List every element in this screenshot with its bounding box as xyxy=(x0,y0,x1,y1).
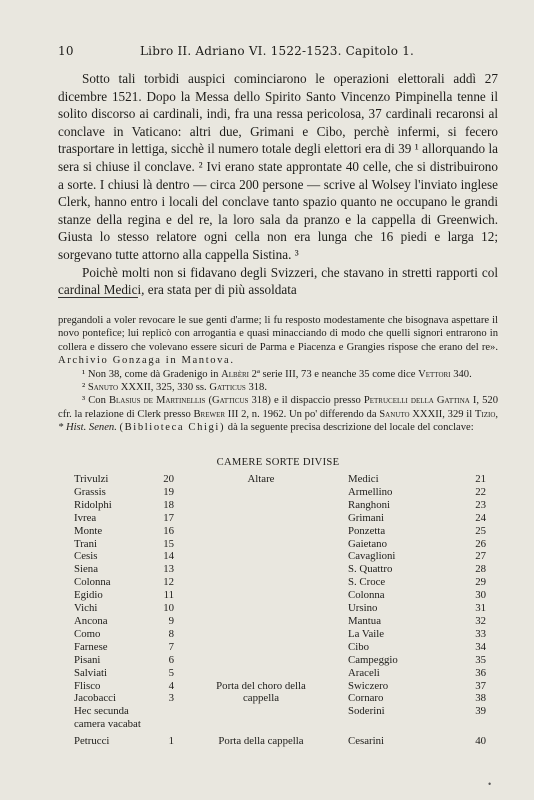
cell-middle: cappella xyxy=(243,692,279,705)
table-row xyxy=(74,680,494,693)
cell-left-name: Monte xyxy=(74,524,103,537)
cell-middle: Porta della cappella xyxy=(218,735,304,748)
paragraph: Sotto tali torbidi auspici cominciarono le operazioni elettorali addì 27 dicembre 1521. Dopo la Messa dello Spirito Santo Vincenzo Pimpinella tenne il solito discorso ai cardinali, indi, fra una ressa pericolosa, 37 cardinali recaronsi al conclave in Vaticano: altri due, Grimani e Cibo, perchè infermi, si fecero trasportare in lettiga, sicchè il numero totale degli elettori era di 39 ¹ allorquando la sera si chiuse il conclave. ² Ivi erano state approntate 40 celle, che si distribuirono a sorte. I chiusi là dentro — circa 200 persone — scrive al Wolsey l'inviato inglese Clerk, hanno entro i locali del conclave tanto spazio quanto ne occupano le grandi stanze della regina e del re, la loro sala da pranzo e la cappella di Greenwich. Giusta lo stesso relatore ogni cella non era lunga che 16 piedi e larga 12; sorgevano tutte attorno alla cappella Sistina. ³ xyxy=(58,71,498,262)
cell-right-number: 33 xyxy=(475,627,486,640)
cell-middle: Altare xyxy=(247,473,275,485)
cell-left-number: 12 xyxy=(163,576,174,589)
cell-left-name: Ivrea xyxy=(74,511,97,524)
cell-left-name: Colonna xyxy=(74,576,111,589)
cell-right-name: Colonna xyxy=(348,589,385,602)
cell-right-name: Swiczero xyxy=(348,679,389,692)
cell-left-name: Cesis xyxy=(74,550,98,563)
page-number: 10 xyxy=(58,44,74,58)
cell-right-number: 25 xyxy=(475,524,486,537)
table-row xyxy=(74,628,494,641)
cell-left-name: Pisani xyxy=(74,653,101,666)
cell-right-name: Grimani xyxy=(348,511,384,524)
cell-left-number: 7 xyxy=(168,640,174,653)
cell-right-name: Ranghoni xyxy=(348,498,390,511)
table-row xyxy=(74,473,494,486)
cell-right-name: La Vaile xyxy=(348,627,385,640)
cell-left-number: 13 xyxy=(163,563,174,576)
table-row xyxy=(74,563,494,576)
table-row xyxy=(74,705,494,731)
table-row xyxy=(74,576,494,589)
cell-right-number: 27 xyxy=(475,550,486,563)
footnote-1: ¹ Non 38, come dà Gradenigo in Albèri 2ª serie III, 73 e neanche 35 come dice Vettori 340. xyxy=(82,368,472,380)
cell-left-number: 19 xyxy=(163,485,174,498)
cell-right-number: 24 xyxy=(475,511,486,524)
table-row xyxy=(74,550,494,563)
footnotes xyxy=(58,314,498,435)
cell-left-number: 18 xyxy=(163,498,174,511)
cell-right-name: Gaietano xyxy=(348,537,387,550)
cell-left-name: Grassis xyxy=(74,485,106,498)
cell-left-name: Petrucci xyxy=(74,735,110,748)
cell-right-name: Medici xyxy=(348,473,379,485)
table-row xyxy=(74,538,494,551)
cell-right-number: 31 xyxy=(475,602,486,615)
cell-left-name: Jacobacci xyxy=(74,692,116,705)
table-row xyxy=(74,654,494,667)
main-text xyxy=(58,70,498,299)
cell-left-number: 4 xyxy=(168,679,174,692)
cell-left-number: 20 xyxy=(163,473,174,485)
cell-right-number: 36 xyxy=(475,666,486,679)
cell-left-name: Vichi xyxy=(74,602,98,615)
cell-right-number: 38 xyxy=(475,692,486,705)
cell-left-number: 17 xyxy=(163,511,174,524)
table-row xyxy=(74,735,494,748)
cell-right-number: 39 xyxy=(475,705,486,718)
cell-left-name: Farnese xyxy=(74,640,108,653)
cell-left-name: Flisco xyxy=(74,679,101,692)
cell-right-number: 28 xyxy=(475,563,486,576)
cell-right-number: 21 xyxy=(475,473,486,485)
cell-right-number: 35 xyxy=(475,653,486,666)
table-row xyxy=(74,525,494,538)
cell-left-number: 6 xyxy=(168,653,174,666)
cell-right-number: 29 xyxy=(475,576,486,589)
cell-right-name: Araceli xyxy=(348,666,380,679)
table-row xyxy=(74,641,494,654)
running-title: Libro II. Adriano VI. 1522-1523. Capitolo 1. xyxy=(140,44,415,58)
cell-left-number: 10 xyxy=(163,602,174,615)
cell-left-name: Siena xyxy=(74,563,98,576)
cell-left-number: 5 xyxy=(168,666,174,679)
paragraph: Poichè molti non si fidavano degli Svizzeri, che stavano in stretti rapporti col cardinal Medici, era stata per di più assoldata xyxy=(58,264,498,298)
cell-left-name: Hec secunda camera vacabat xyxy=(74,705,141,731)
footnote-3: ³ Con Blasius de Martinellis (Gatticus 318) e il dispaccio presso Petrucelli della Gattina I, 520 cfr. la relazione di Clerk presso Brewer III 2, n. 1962. Un po' differendo da Sanuto XXXII, 329 il Tizio, * Hist. Senen. (Biblioteca Chigi) dà la seguente precisa descrizione del locale del conclave: xyxy=(58,395,499,434)
cell-right-name: Cesarini xyxy=(348,735,384,748)
cell-left-name: Salviati xyxy=(74,666,107,679)
cell-right-name: Ponzetta xyxy=(348,524,386,537)
cell-left-number: 11 xyxy=(163,589,174,602)
cell-right-number: 30 xyxy=(475,589,486,602)
cell-left-number: 8 xyxy=(168,627,174,640)
cell-right-number: 26 xyxy=(475,537,486,550)
footnote-rule xyxy=(58,297,138,298)
cell-right-name: Cavaglioni xyxy=(348,550,396,563)
cell-right-name: S. Croce xyxy=(348,576,386,589)
table-row xyxy=(74,692,494,705)
table-row xyxy=(74,499,494,512)
cell-right-number: 34 xyxy=(475,640,486,653)
cell-right-name: Cibo xyxy=(348,640,369,653)
cell-left-name: Ancona xyxy=(74,614,108,627)
table-title: CAMERE SORTE DIVISE xyxy=(216,457,340,468)
cell-right-name: Armellino xyxy=(348,485,393,498)
cell-middle: Porta del choro della xyxy=(216,679,306,692)
cell-left-number: 16 xyxy=(163,524,174,537)
table-row xyxy=(74,667,494,680)
cell-right-name: Mantua xyxy=(348,614,381,627)
cell-right-number: 23 xyxy=(475,498,486,511)
cell-left-name: Como xyxy=(74,627,101,640)
cell-right-number: 37 xyxy=(475,679,486,692)
cell-right-number: 40 xyxy=(475,735,486,748)
cell-right-name: Cornaro xyxy=(348,692,384,705)
cell-left-name: Ridolphi xyxy=(74,498,112,511)
cell-right-name: Campeggio xyxy=(348,653,398,666)
table-row xyxy=(74,615,494,628)
cells-table xyxy=(74,473,494,748)
table-row xyxy=(74,486,494,499)
cell-right-name: Soderini xyxy=(348,705,385,718)
cell-left-number: 9 xyxy=(168,614,174,627)
cell-left-number: 1 xyxy=(168,735,174,748)
cell-left-name: Trivulzi xyxy=(74,473,109,485)
cell-right-name: S. Quattro xyxy=(348,563,393,576)
archive-reference: Archivio Gonzaga in Mantova. xyxy=(58,355,235,367)
cell-left-number: 15 xyxy=(163,537,174,550)
footnote-2: ² Sanuto XXXII, 325, 330 ss. Gatticus 318. xyxy=(82,382,267,394)
table-row xyxy=(74,602,494,615)
cell-left-name: Egidio xyxy=(74,589,103,602)
cell-left-number: 3 xyxy=(168,692,174,705)
cell-right-number: 22 xyxy=(475,485,486,498)
table-row xyxy=(74,512,494,525)
cell-right-number: 32 xyxy=(475,614,486,627)
table-row xyxy=(74,589,494,602)
footnote-continuation: pregandoli a voler revocare le sue genti d'arme; li fu resposto modestamente che bisognava aspettare il novo pontefice; lui replicò con arrogantia e quasi minacciando di modo che quelli signori entrarono in collera e dissero che volevano essere sicuri de Parma e Piacenza e Grangies rispose che erano del re». Archivio Gonzaga in Mantova. xyxy=(58,315,498,367)
cell-right-name: Ursino xyxy=(348,602,378,615)
page-mark: • xyxy=(487,780,492,789)
cell-left-number: 14 xyxy=(163,550,174,563)
cell-left-name: Trani xyxy=(74,537,98,550)
